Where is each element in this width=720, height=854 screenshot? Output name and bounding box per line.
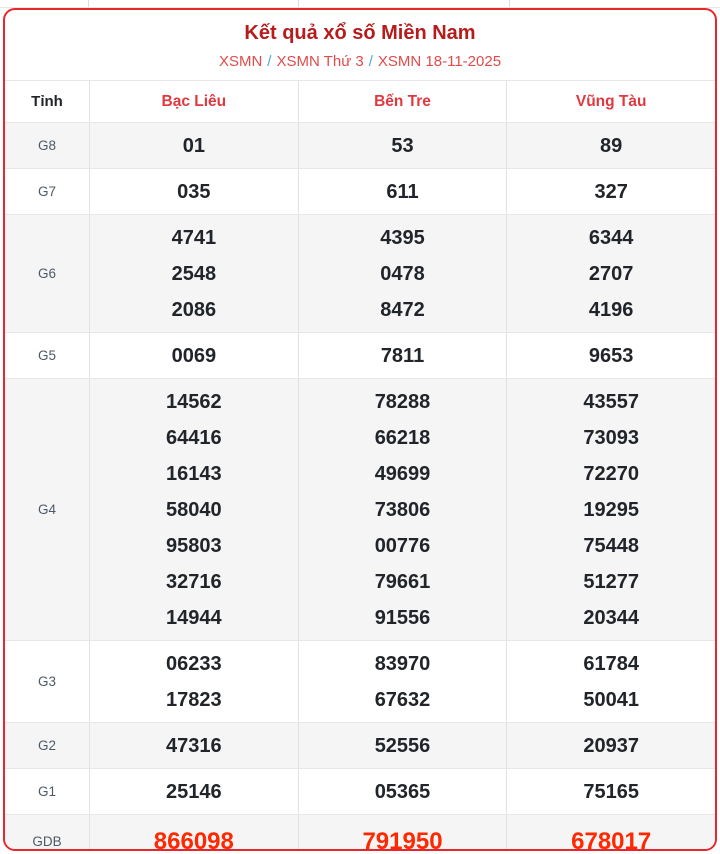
- results-table: [5, 80, 715, 851]
- prize-value: 89: [600, 134, 623, 157]
- prize-value: 2086: [171, 298, 217, 321]
- prize-value: 52556: [374, 734, 431, 757]
- prize-cell-g4-ben-tre: [299, 379, 508, 640]
- prize-cell-g3-bac-lieu: [90, 641, 299, 722]
- prize-row-g8: [5, 122, 715, 168]
- prize-row-g1: [5, 768, 715, 814]
- prize-value: 791950: [362, 827, 443, 851]
- prize-value: 20344: [583, 606, 639, 629]
- prize-value: 58040: [166, 498, 222, 521]
- prize-cell-g1-bac-lieu: [90, 769, 299, 814]
- prize-value: 91556: [374, 606, 431, 629]
- breadcrumb: [5, 53, 715, 71]
- prize-label: G3: [5, 641, 90, 722]
- prize-cell-g6-bac-lieu: [90, 215, 299, 332]
- prize-value: 8472: [380, 298, 425, 321]
- column-header-bac-lieu[interactable]: Bạc Liêu: [90, 81, 299, 122]
- column-header-tinh: Tỉnh: [5, 81, 90, 122]
- prize-value: 866098: [153, 827, 234, 851]
- prize-value: 7811: [380, 344, 425, 367]
- prize-value: 9653: [588, 344, 634, 367]
- prize-value: 14562: [166, 390, 222, 413]
- prize-value: 79661: [374, 570, 431, 593]
- prize-cell-g7-vung-tau: [507, 169, 715, 214]
- prize-cell-g6-vung-tau: [507, 215, 715, 332]
- prize-value: 53: [391, 134, 414, 157]
- prize-label: G7: [5, 169, 90, 214]
- prize-cell-g5-ben-tre: [299, 333, 508, 378]
- prize-row-gdb: [5, 814, 715, 851]
- prize-row-g2: [5, 722, 715, 768]
- prize-label: G8: [5, 123, 90, 168]
- table-header-row: [5, 80, 715, 122]
- prize-cell-g8-ben-tre: [299, 123, 508, 168]
- prize-value: 06233: [166, 652, 222, 675]
- page-title: Kết quả xổ số Miền Nam: [244, 22, 476, 44]
- breadcrumb-link-xsmn-date[interactable]: XSMN 18-11-2025: [377, 53, 502, 70]
- prize-cell-g2-ben-tre: [299, 723, 508, 768]
- breadcrumb-link-xsmn-thu-3[interactable]: XSMN Thứ 3: [276, 53, 364, 70]
- prize-value: 95803: [166, 534, 222, 557]
- prize-cell-gdb-bac-lieu: [90, 815, 299, 851]
- prize-cell-g1-ben-tre: [299, 769, 508, 814]
- prize-value: 2707: [588, 262, 634, 285]
- column-header-ben-tre[interactable]: Bến Tre: [299, 81, 508, 122]
- prize-cell-g4-bac-lieu: [90, 379, 299, 640]
- prize-value: 00776: [374, 534, 431, 557]
- prize-value: 035: [177, 180, 211, 203]
- prize-value: 611: [386, 180, 419, 203]
- prize-value: 75448: [583, 534, 639, 557]
- prize-value: 17823: [166, 688, 222, 711]
- prize-value: 78288: [374, 390, 431, 413]
- prize-value: 0069: [171, 344, 217, 367]
- prize-value: 73806: [374, 498, 431, 521]
- prize-cell-g5-bac-lieu: [90, 333, 299, 378]
- prize-value: 50041: [583, 688, 639, 711]
- prize-cell-g8-vung-tau: [507, 123, 715, 168]
- prize-value: 678017: [571, 827, 652, 851]
- prize-value: 83970: [374, 652, 431, 675]
- prize-cell-g4-vung-tau: [507, 379, 715, 640]
- prize-value: 16143: [166, 462, 222, 485]
- prize-value: 66218: [374, 426, 431, 449]
- prize-value: 6344: [588, 226, 634, 249]
- prize-cell-g3-vung-tau: [507, 641, 715, 722]
- prize-label: G5: [5, 333, 90, 378]
- prize-cell-g1-vung-tau: [507, 769, 715, 814]
- prize-value: 49699: [374, 462, 431, 485]
- breadcrumb-separator: /: [368, 53, 373, 70]
- prize-value: 64416: [166, 426, 222, 449]
- prize-label: GDB: [5, 815, 90, 851]
- prize-row-g3: [5, 640, 715, 722]
- prize-value: 43557: [583, 390, 639, 413]
- prize-value: 51277: [583, 570, 639, 593]
- prize-cell-g6-ben-tre: [299, 215, 508, 332]
- prize-value: 4395: [380, 226, 425, 249]
- prize-label: G1: [5, 769, 90, 814]
- prize-value: 4741: [171, 226, 217, 249]
- background-table-edge: [0, 0, 720, 8]
- prize-value: 2548: [171, 262, 217, 285]
- background-column-divider: [509, 0, 510, 7]
- card-header: [5, 10, 715, 80]
- prize-cell-g2-bac-lieu: [90, 723, 299, 768]
- prize-value: 20937: [583, 734, 639, 757]
- prize-cell-g3-ben-tre: [299, 641, 508, 722]
- prize-cell-g8-bac-lieu: [90, 123, 299, 168]
- background-column-divider: [88, 0, 89, 7]
- breadcrumb-separator: /: [267, 53, 272, 70]
- column-header-vung-tau[interactable]: Vũng Tàu: [575, 92, 647, 110]
- prize-cell-gdb-vung-tau: [507, 815, 715, 851]
- prize-cell-g7-bac-lieu: [90, 169, 299, 214]
- prize-row-g6: [5, 214, 715, 332]
- prize-value: 32716: [166, 570, 222, 593]
- prize-value: 14944: [166, 606, 222, 629]
- prize-cell-g5-vung-tau: [507, 333, 715, 378]
- prize-value: 73093: [583, 426, 639, 449]
- background-column-divider: [298, 0, 299, 7]
- prize-cell-g2-vung-tau: [507, 723, 715, 768]
- prize-value: 25146: [166, 780, 222, 803]
- prize-value: 19295: [583, 498, 639, 521]
- breadcrumb-link-xsmn[interactable]: XSMN: [218, 53, 263, 70]
- prize-row-g5: [5, 332, 715, 378]
- prize-value: 61784: [583, 652, 639, 675]
- prize-value: 327: [594, 180, 628, 203]
- prize-cell-g7-ben-tre: [299, 169, 508, 214]
- lottery-result-card: [3, 8, 717, 851]
- prize-value: 4196: [588, 298, 634, 321]
- prize-row-g7: [5, 168, 715, 214]
- prize-value: 67632: [374, 688, 431, 711]
- prize-label: G2: [5, 723, 90, 768]
- prize-row-g4: [5, 378, 715, 640]
- prize-value: 05365: [374, 780, 431, 803]
- prize-label: G4: [5, 379, 90, 640]
- prize-value: 47316: [166, 734, 222, 757]
- prize-label: G6: [5, 215, 90, 332]
- prize-value: 01: [182, 134, 205, 157]
- prize-cell-gdb-ben-tre: [299, 815, 508, 851]
- prize-value: 72270: [583, 462, 639, 485]
- prize-value: 0478: [380, 262, 425, 285]
- prize-value: 75165: [583, 780, 639, 803]
